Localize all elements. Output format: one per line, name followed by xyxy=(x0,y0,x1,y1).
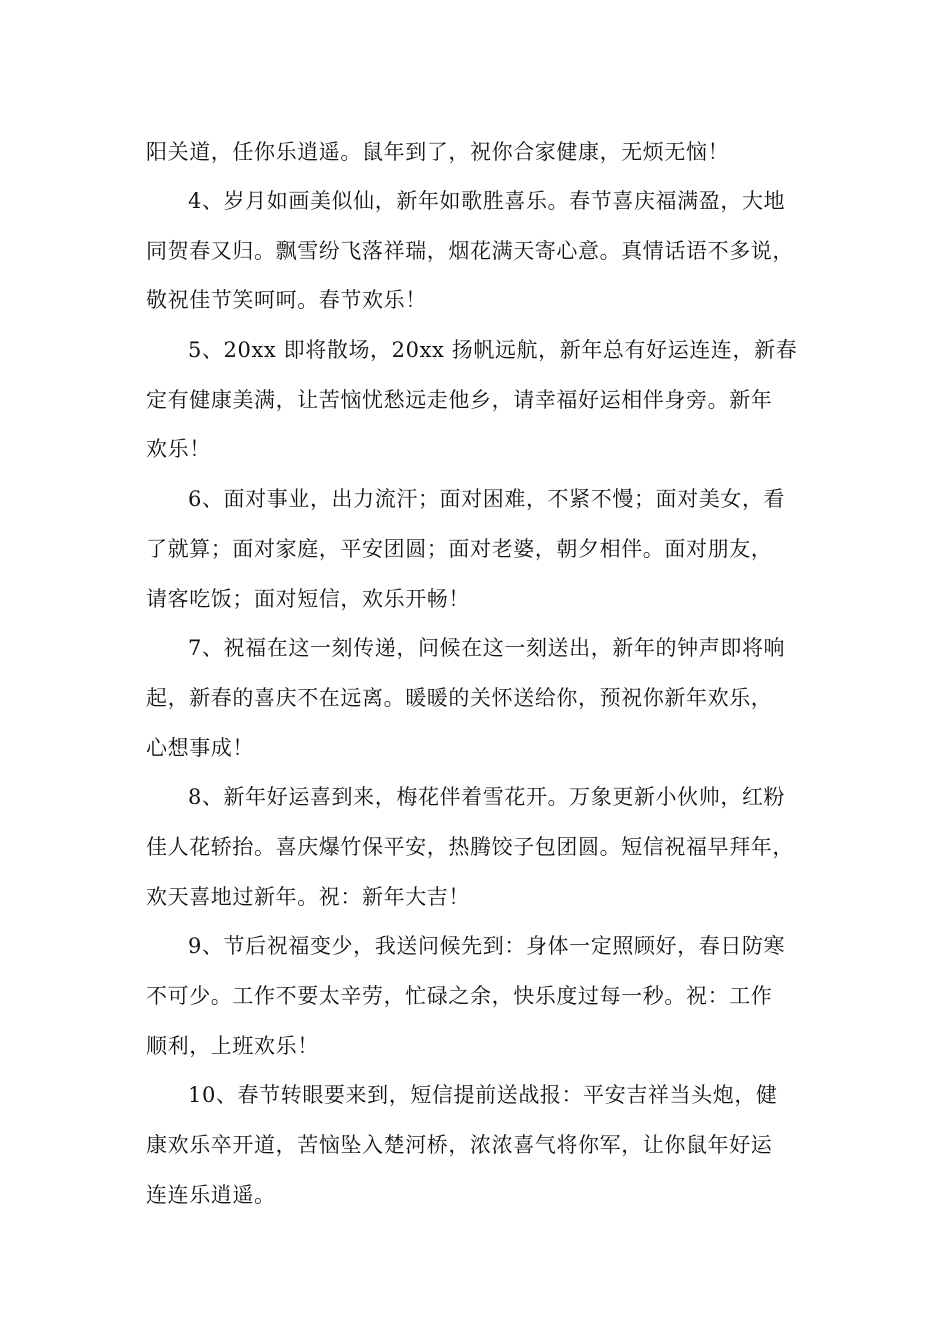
text-line: 佳人花轿抬。喜庆爆竹保平安，热腾饺子包团圆。短信祝福早拜年， xyxy=(146,835,794,859)
text-line: 起，新春的喜庆不在远离。暖暖的关怀送给你，预祝你新年欢乐， xyxy=(146,686,773,710)
text-line: 请客吃饭；面对短信，欢乐开畅！ xyxy=(146,587,470,611)
text-line: 欢天喜地过新年。祝：新年大吉！ xyxy=(146,885,470,909)
text-line: 同贺春又归。飘雪纷飞落祥瑞，烟花满天寄心意。真情话语不多说， xyxy=(146,239,794,263)
text-line: 6、面对事业，出力流汗；面对困难，不紧不慢；面对美女，看 xyxy=(188,487,786,511)
text-line: 8、新年好运喜到来，梅花伴着雪花开。万象更新小伙帅，红粉 xyxy=(188,785,786,809)
text-line: 顺利，上班欢乐！ xyxy=(146,1034,319,1058)
text-line: 连连乐逍遥。 xyxy=(146,1183,276,1207)
text-line: 心想事成！ xyxy=(146,736,254,760)
text-line: 阳关道，任你乐逍遥。鼠年到了，祝你合家健康，无烦无恼！ xyxy=(146,140,730,164)
text-line: 7、祝福在这一刻传递，问候在这一刻送出，新年的钟声即将响 xyxy=(188,636,786,660)
text-line: 5、20xx 即将散场，20xx 扬帆远航，新年总有好运连连，新春 xyxy=(188,338,798,362)
text-line: 定有健康美满，让苦恼忧愁远走他乡，请幸福好运相伴身旁。新年 xyxy=(146,388,773,412)
text-line: 康欢乐卒开道，苦恼坠入楚河桥，浓浓喜气将你军，让你鼠年好运 xyxy=(146,1133,773,1157)
text-line: 了就算；面对家庭，平安团圆；面对老婆，朝夕相伴。面对朋友， xyxy=(146,537,773,561)
text-line: 欢乐！ xyxy=(146,437,211,461)
text-line: 不可少。工作不要太辛劳，忙碌之余，快乐度过每一秒。祝：工作 xyxy=(146,984,773,1008)
text-line: 10、春节转眼要来到，短信提前送战报：平安吉祥当头炮，健 xyxy=(188,1083,778,1107)
text-line: 9、节后祝福变少，我送问候先到：身体一定照顾好，春日防寒 xyxy=(188,934,786,958)
text-line: 敬祝佳节笑呵呵。春节欢乐！ xyxy=(146,288,427,312)
text-line: 4、岁月如画美似仙，新年如歌胜喜乐。春节喜庆福满盈，大地 xyxy=(188,189,786,213)
